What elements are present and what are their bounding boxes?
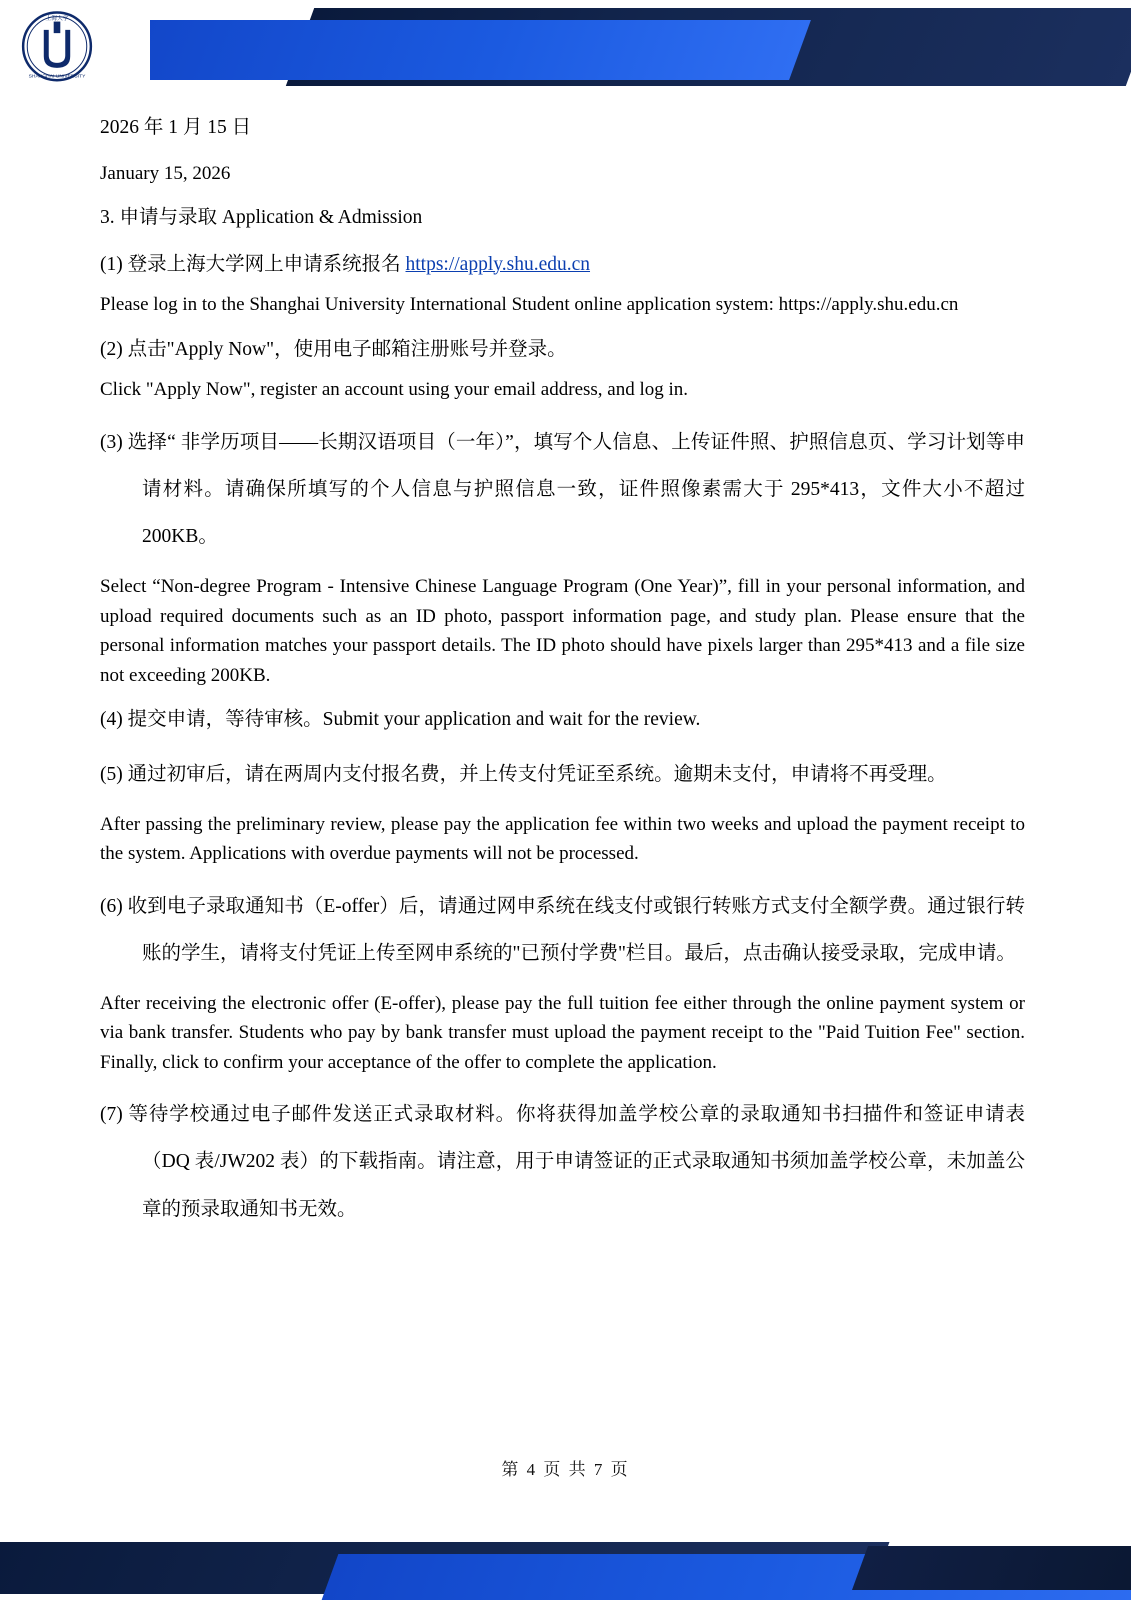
item-3-english: Select “Non-degree Program - Intensive Chinese Language Program (One Year)”, fill in your personal information, and upload required documents such as an ID photo, passport information page, and study plan. Please ensure that the personal information matches your passport details. The ID photo should have pixels larger than 295*413 and a file size not exceeding 200KB. xyxy=(100,576,1025,686)
item-4-chinese: (4) 提交申请，等待审核。Submit your application and wait for the review. xyxy=(100,708,701,730)
item-1-chinese xyxy=(100,249,1025,281)
application-system-link[interactable]: https://apply.shu.edu.cn xyxy=(405,253,591,275)
item-3-chinese: (3) 选择“ 非学历项目——长期汉语项目（一年）”，填写个人信息、上传证件照、护照信息页、学习计划等申请材料。请确保所填写的个人信息与护照信息一致，证件照像素需大于 295*413，文件大小不超过 200KB。 xyxy=(100,431,1025,547)
date-english: January 15, 2026 xyxy=(100,162,231,184)
item-5-chinese: (5) 通过初审后，请在两周内支付报名费，并上传支付凭证至系统。逾期未支付，申请将不再受理。 xyxy=(100,763,947,785)
item-6-english: After receiving the electronic offer (E-offer), please pay the full tuition fee either through the online payment system or via bank transfer. Students who pay by bank transfer must upload the payment receipt to the "Paid Tuition Fee" section. Finally, click to confirm your acceptance of the offer to complete the application. xyxy=(100,992,1025,1073)
item-7-chinese: (7) 等待学校通过电子邮件发送正式录取材料。你将获得加盖学校公章的录取通知书扫描件和签证申请表（DQ 表/JW202 表）的下载指南。请注意，用于申请签证的正式录取通知书须加盖学校公章，未加盖公章的预录取通知书无效。 xyxy=(100,1104,1025,1220)
item-5-english: After passing the preliminary review, please pay the application fee within two weeks and upload the payment receipt to the system. Applications with overdue payments will not be processed. xyxy=(100,813,1025,865)
footer-right-dark-stripe xyxy=(852,1546,1131,1590)
item-2-chinese: (2) 点击"Apply Now"，使用电子邮箱注册账号并登录。 xyxy=(100,338,567,360)
svg-text:上海大学: 上海大学 xyxy=(45,15,69,22)
item-1-english: Please log in to the Shanghai University International Student online application system: https://apply.shu.edu.cn xyxy=(100,294,959,316)
date-chinese: 2026 年 1 月 15 日 xyxy=(100,117,252,138)
page-number-footer: 第 4 页 共 7 页 xyxy=(501,1460,630,1479)
item-2-english: Click "Apply Now", register an account using your email address, and log in. xyxy=(100,379,689,401)
item-6-chinese: (6) 收到电子录取通知书（E-offer）后，请通过网申系统在线支付或银行转账方式支付全额学费。通过银行转账的学生，请将支付凭证上传至网申系统的"已预付学费"栏目。最后，点击确认接受录取，完成申请。 xyxy=(100,895,1025,964)
page-footer-banner xyxy=(0,1530,1131,1600)
page-header-banner xyxy=(0,0,1131,92)
header-blue-stripe xyxy=(109,20,811,80)
shanghai-university-logo-icon xyxy=(14,10,100,86)
svg-text:SHANGHAI UNIVERSITY: SHANGHAI UNIVERSITY xyxy=(28,74,86,80)
item-1-chinese-text: (1) 登录上海大学网上申请系统报名 xyxy=(100,253,406,275)
section-heading: 3. 申请与录取 Application & Admission xyxy=(100,207,423,229)
document-body xyxy=(100,112,1025,1245)
